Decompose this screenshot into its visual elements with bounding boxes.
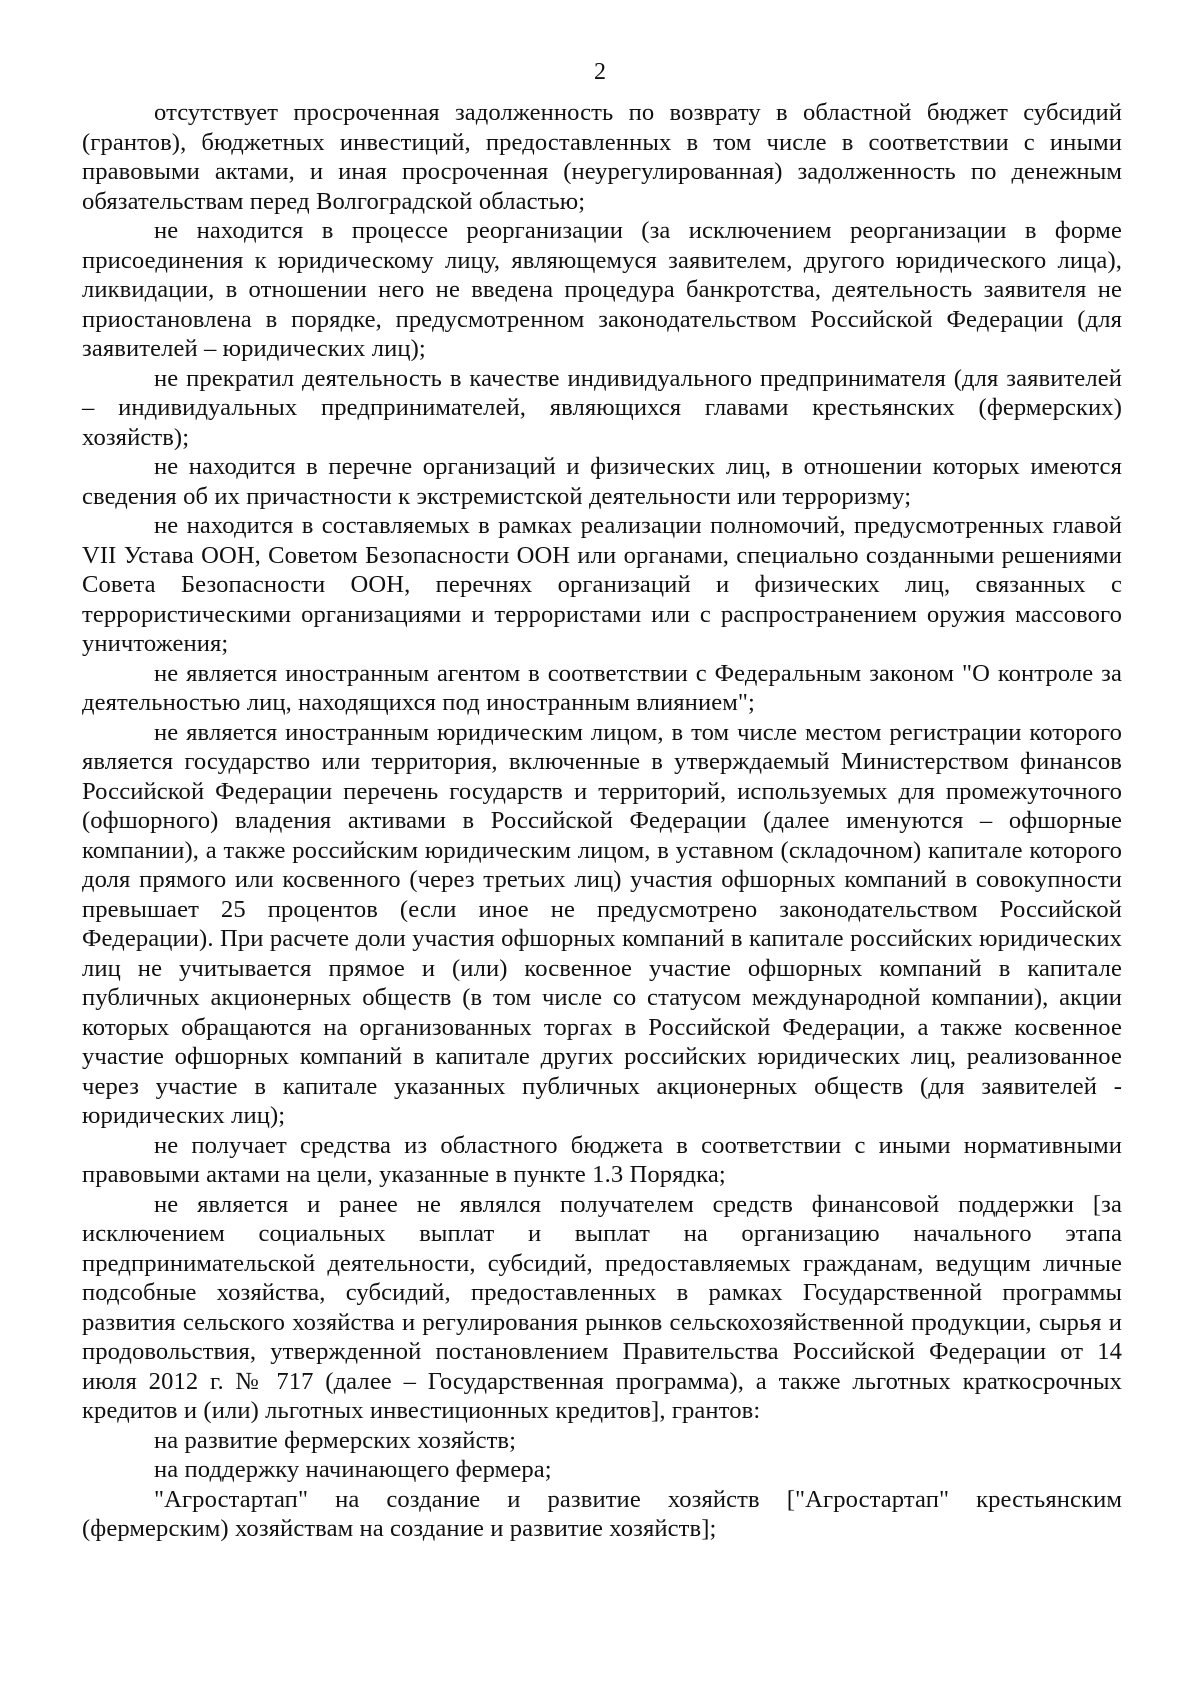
document-body: [82, 98, 1122, 1544]
page-number: 2: [594, 59, 606, 85]
paragraph-overdue-debt: отсутствует просроченная задолженность по возврату в областной бюджет субсидий (грантов), бюджетных инвестиций, предоставленных в том числе в соответствии с иными правовыми актами, и иная просроченная (неурегулированная) задолженность по денежным обязательствам перед Волгоградской областью;: [82, 99, 1122, 215]
paragraph-reorganization: не находится в процессе реорганизации (за исключением реорганизации в форме присоединения к юридическому лицу, являющемуся заявителем, другого юридического лица), ликвидации, в отношении него не введена процедура банкротства, деятельность заявителя не приостановлена в порядке, предусмотренном законодательством Российской Федерации (для заявителей – юридических лиц);: [82, 217, 1122, 362]
paragraph-foreign-agent: не является иностранным агентом в соответствии с Федеральным законом "О контроле за деятельностью лиц, находящихся под иностранным влиянием";: [82, 659, 1122, 716]
paragraph-regional-budget-funds: не получает средства из областного бюджета в соответствии с иными нормативными правовыми актами на цели, указанные в пункте 1.3 Порядка;: [82, 1131, 1122, 1188]
paragraph-offshore-companies: не является иностранным юридическим лицом, в том числе местом регистрации которого является государство или территория, включенные в утверждаемый Министерством финансов Российской Федерации перечень государств и территорий, используемых для промежуточного (офшорного) владения активами в Российской Федерации (далее именуются – офшорные компании), а также российским юридическим лицом, в уставном (складочном) капитале которого доля прямого или косвенного (через третьих лиц) участия офшорных компаний в совокупности превышает 25 процентов (если иное не предусмотрено законодательством Российской Федерации). При расчете доли участия офшорных компаний в капитале российских юридических лиц не учитывается прямое и (или) косвенное участие офшорных компаний в капитале публичных акционерных обществ (в том числе со статусом международной компании), акции которых обращаются на организованных торгах в Российской Федерации, а также косвенное участие офшорных компаний в капитале других российских юридических лиц, реализованное через участие в капитале указанных публичных акционерных обществ (для заявителей - юридических лиц);: [82, 718, 1122, 1129]
list-item-agrostartup: "Агростартап" на создание и развитие хозяйств ["Агростартап" крестьянским (фермерским) хозяйствам на создание и развитие хозяйств];: [82, 1485, 1122, 1542]
paragraph-un-lists: не находится в составляемых в рамках реализации полномочий, предусмотренных главой VII Устава ООН, Советом Безопасности ООН или органами, специально созданными решениями Совета Безопасности ООН, перечнях организаций и физических лиц, связанных с террористическими организациями и террористами или с распространением оружия массового уничтожения;: [82, 512, 1122, 657]
paragraph-entrepreneur-activity: не прекратил деятельность в качестве индивидуального предпринимателя (для заявителей – индивидуальных предпринимателей, являющихся главами крестьянских (фермерских) хозяйств);: [82, 364, 1122, 451]
paragraph-financial-support: не является и ранее не являлся получателем средств финансовой поддержки [за исключением социальных выплат и выплат на организацию начального этапа предпринимательской деятельности, субсидий, предоставляемых гражданам, ведущим личные подсобные хозяйства, субсидий, предоставленных в рамках Государственной программы развития сельского хозяйства и регулирования рынков сельскохозяйственной продукции, сырья и продовольствия, утвержденной постановлением Правительства Российской Федерации от 14 июля 2012 г. № 717 (далее – Государственная программа), а также льготных краткосрочных кредитов и (или) льготных инвестиционных кредитов], грантов:: [82, 1190, 1122, 1424]
list-item-beginning-farmer: на поддержку начинающего фермера;: [154, 1456, 552, 1483]
list-item-farm-development: на развитие фермерских хозяйств;: [154, 1426, 517, 1454]
paragraph-extremism-list: не находится в перечне организаций и физических лиц, в отношении которых имеются сведения об их причастности к экстремистской деятельности или терроризму;: [82, 453, 1122, 510]
